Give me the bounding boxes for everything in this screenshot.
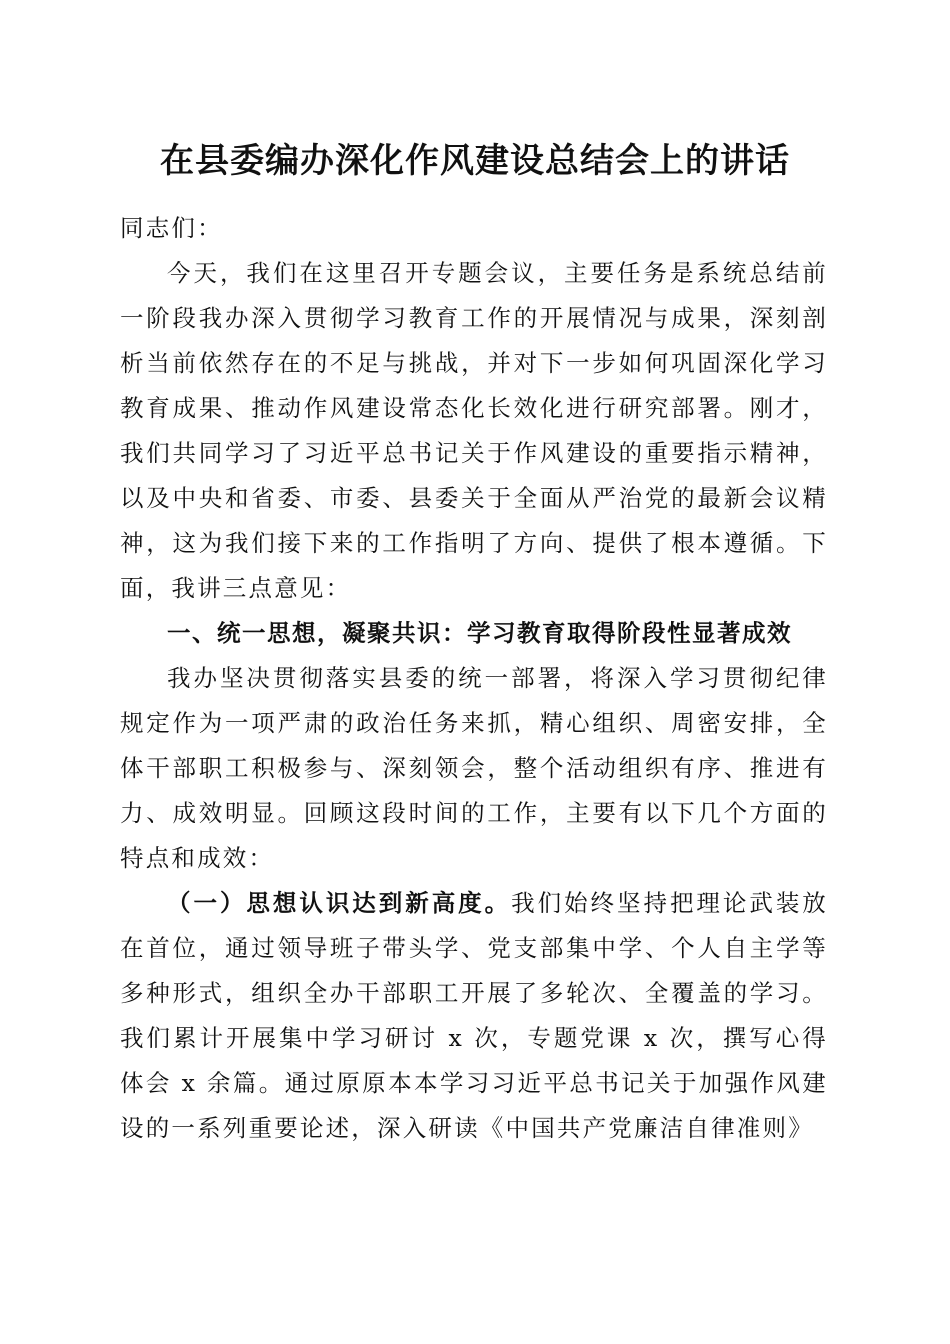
document-body [120, 206, 828, 1151]
section-1-paragraph: 我办坚决贯彻落实县委的统一部署，将深入学习贯彻纪律规定作为一项严肃的政治任务来抓，精心组织、周密安排，全体干部职工积极参与、深刻领会，整个活动组织有序、推进有力、成效明显。回顾这段时间的工作，主要有以下几个方面的特点和成效： [120, 664, 828, 872]
intro-paragraph: 今天，我们在这里召开专题会议，主要任务是系统总结前一阶段我办深入贯彻学习教育工作的开展情况与成果，深刻剖析当前依然存在的不足与挑战，并对下一步如何巩固深化学习教育成果、推动作风建设常态化长效化进行研究部署。刚才，我们共同学习了习近平总书记关于作风建设的重要指示精神，以及中央和省委、市委、县委关于全面从严治党的最新会议精神，这为我们接下来的工作指明了方向、提供了根本遵循。下面，我讲三点意见： [120, 259, 828, 602]
salutation: 同志们： [120, 214, 223, 242]
section-1-heading: 一、统一思想，凝聚共识：学习教育取得阶段性显著成效 [167, 619, 792, 647]
subsection-1-paragraph [120, 881, 828, 1151]
subsection-1-body: 我们始终坚持把理论武装放在首位，通过领导班子带头学、党支部集中学、个人自主学等多种形式，组织全办干部职工开展了多轮次、全覆盖的学习。我们累计开展集中学习研讨 x 次，专题党课 x 次，撰写心得体会 x 余篇。通过原原本本学习习近平总书记关于加强作风建设的一系列重要论述，深入研读《中国共产党廉洁自律准则》 [120, 889, 828, 1142]
document-title: 在县委编办深化作风建设总结会上的讲话 [160, 141, 790, 181]
subsection-1-lead: （一）思想认识达到新高度。 [167, 889, 512, 917]
